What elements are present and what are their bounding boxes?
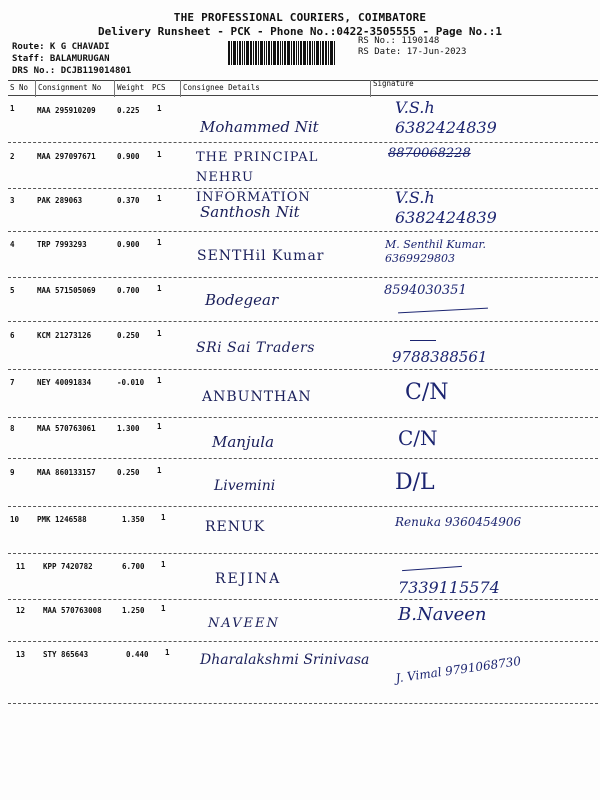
signature-handwriting: D/L [395,470,435,495]
row-sno: 8 [10,424,15,433]
scribble-mark [402,566,462,571]
signature-handwriting: C/N [405,380,449,405]
row-consignment: MAA 571505069 [37,286,96,295]
row-divider [8,506,598,507]
signature-handwriting: C/N [398,426,438,450]
consignee-handwriting: SRi Sai Traders [196,340,315,356]
signature-handwriting: 7339115574 [398,578,500,597]
scribble-mark [410,340,436,341]
row-sno: 5 [10,286,15,295]
row-consignment: KPP 7420782 [43,562,93,571]
row-consignment: MAA 860133157 [37,468,96,477]
row-weight: 0.225 [117,106,140,115]
consignee-handwriting: ANBUNTHAN [202,389,312,405]
row-divider [8,417,598,418]
signature-handwriting: 9788388561 [392,348,488,366]
row-consignment: KCM 21273126 [37,331,92,340]
signature-handwriting: J. Vimal 9791068730 [394,653,522,686]
row-pcs: 1 [165,648,170,657]
barcode-image [228,41,353,65]
document-subtitle: Delivery Runsheet - PCK - Phone No.:0422-3505555 - Page No.:1 [98,25,502,38]
row-divider [8,641,598,642]
row-consignment: MAA 570763061 [37,424,96,433]
consignee-handwriting: Bodegear [205,291,279,309]
row-pcs: 1 [161,560,166,569]
row-pcs: 1 [157,194,162,203]
col-sno: S No [10,83,29,92]
signature-handwriting: M. Senthil Kumar. 6369929803 [385,238,487,265]
row-divider [8,369,598,370]
consignee-handwriting: Mohammed Nit [200,118,319,136]
row-weight: 0.250 [117,468,140,477]
row-weight: 0.370 [117,196,140,205]
row-pcs: 1 [157,376,162,385]
rs-number: RS No.: 1190148 [358,36,440,46]
rs-date: RS Date: 17-Jun-2023 [358,47,467,57]
row-sno: 2 [10,152,15,161]
row-sno: 1 [10,104,15,113]
consignee-handwriting: Dharalakshmi Srinivasa [200,652,370,668]
col-consignee: Consignee Details [183,83,260,92]
row-weight: 0.900 [117,152,140,161]
row-consignment: MAA 297097671 [37,152,96,161]
header-top-rule [8,80,598,81]
row-consignment: STY 865643 [43,650,89,659]
row-weight: 0.900 [117,240,140,249]
row-divider [8,231,598,232]
row-divider [8,277,598,278]
row-weight: 1.300 [117,424,140,433]
row-sno: 6 [10,331,15,340]
col-signature: Signature [373,79,414,88]
row-sno: 7 [10,378,15,387]
consignee-handwriting: Santhosh Nit [200,203,300,221]
row-weight: 0.250 [117,331,140,340]
drs-number: DRS No.: DCJB119014801 [12,66,132,76]
row-consignment: MAA 570763008 [43,606,102,615]
consignee-handwriting: Manjula [212,433,275,451]
row-pcs: 1 [157,150,162,159]
row-pcs: 1 [157,284,162,293]
row-sno: 12 [16,606,26,615]
row-sno: 10 [10,515,20,524]
consignee-handwriting: SENTHil Kumar [197,248,325,264]
staff-label: Staff: BALAMURUGAN [12,54,110,64]
signature-handwriting: V.S.h 6382424839 [395,188,497,227]
scribble-mark [398,308,488,314]
consignee-handwriting: RENUK [205,519,266,535]
row-consignment: PAK 289063 [37,196,83,205]
row-consignment: PMK 1246588 [37,515,87,524]
signature-handwriting: Renuka 9360454906 [395,515,522,529]
row-weight: 0.440 [126,650,149,659]
consignee-handwriting: THE PRINCIPAL NEHRU INFORMATION [196,150,319,205]
row-divider [8,703,598,704]
consignee-handwriting: Livemini [214,478,276,494]
row-pcs: 1 [161,604,166,613]
document-title: THE PROFESSIONAL COURIERS, COIMBATORE [173,11,427,24]
row-sno: 9 [10,468,15,477]
column-divider [180,80,181,97]
row-divider [8,599,598,600]
row-weight: 1.250 [122,606,145,615]
row-consignment: MAA 295910209 [37,106,96,115]
col-consignment: Consignment No [38,83,102,92]
col-weight: Weight [117,83,145,92]
consignee-handwriting: NAVEEN [208,616,280,631]
row-weight: 0.700 [117,286,140,295]
row-pcs: 1 [157,466,162,475]
row-sno: 4 [10,240,15,249]
row-pcs: 1 [161,513,166,522]
row-pcs: 1 [157,329,162,338]
row-sno: 3 [10,196,15,205]
row-consignment: NEY 40091834 [37,378,92,387]
signature-handwriting: 8870068228 [388,146,471,161]
consignee-handwriting: REJINA [215,571,282,587]
column-divider [370,80,371,97]
signature-handwriting: B.Naveen [398,604,487,625]
row-weight: -0.010 [117,378,145,387]
row-pcs: 1 [157,104,162,113]
row-sno: 11 [16,562,26,571]
row-divider [8,553,598,554]
signature-handwriting: V.S.h 6382424839 [395,98,497,137]
row-weight: 1.350 [122,515,145,524]
row-pcs: 1 [157,238,162,247]
header-bottom-rule [8,95,598,96]
route-label: Route: K G CHAVADI [12,42,110,52]
row-weight: 6.700 [122,562,145,571]
col-pcs: PCS [152,83,166,92]
row-divider [8,458,598,459]
row-sno: 13 [16,650,26,659]
row-divider [8,142,598,143]
column-divider [35,80,36,97]
row-consignment: TRP 7993293 [37,240,87,249]
row-divider [8,321,598,322]
row-pcs: 1 [157,422,162,431]
signature-handwriting: 8594030351 [384,283,467,298]
column-divider [114,80,115,97]
